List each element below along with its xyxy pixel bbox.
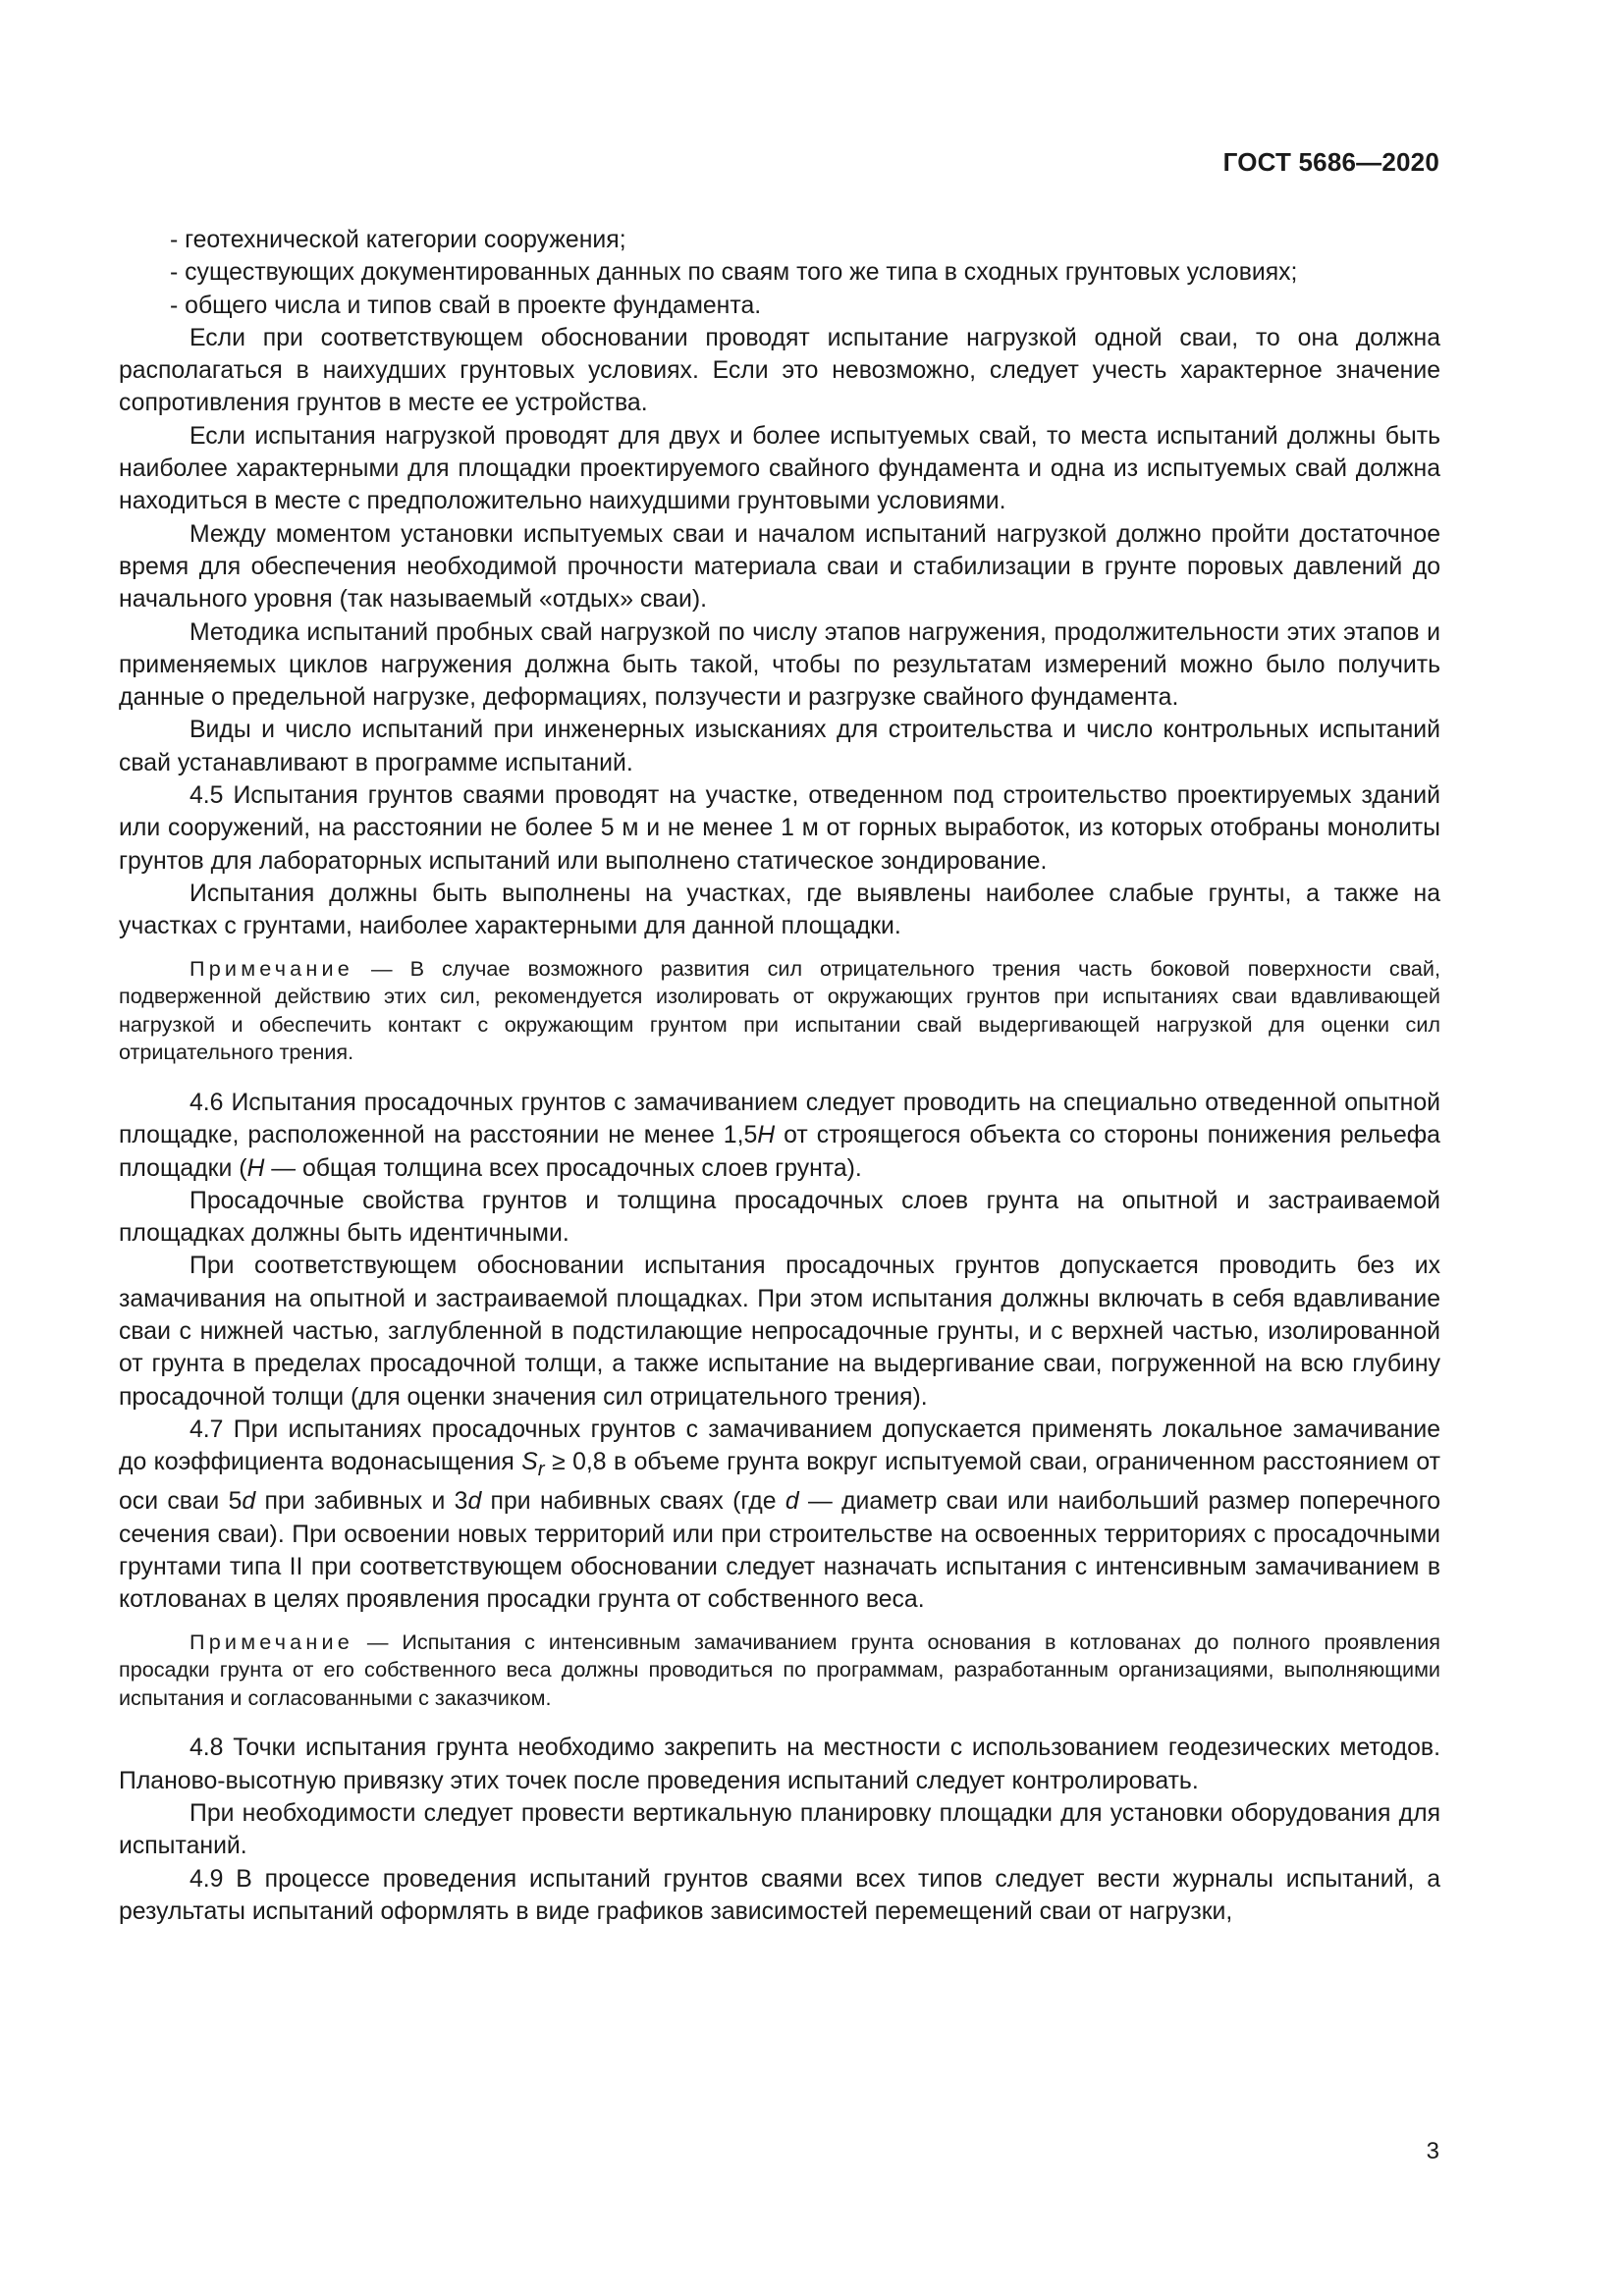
italic-symbol: H: [757, 1122, 776, 1149]
text-run: при набивных сваях (где: [481, 1488, 785, 1516]
paragraph-4-6: [119, 1087, 1440, 1185]
paragraph-4-5: 4.5 Испытания грунтов сваями проводят на участке, отведенном под строительство проектируемых зданий или сооружений, на расстоянии не более 5 м и не менее 1 м от горных выработок, из которых отобраны монолиты грунтов для лабораторных испытаний или выполнено статическое зондирование.: [119, 782, 1440, 875]
list-item: - существующих документированных данных по сваям того же типа в сходных грунтовых условиях;: [170, 259, 1298, 287]
text-run: 4.7 При испытаниях просадочных грунтов с замачиванием допускается применять локальное замачивание до коэффициента водонасыщения: [119, 1415, 1440, 1476]
paragraph: При соответствующем обосновании испытания просадочных грунтов допускается проводить без их замачивания на опытной и застраиваемой площадках. При этом испытания должны включать в себя вдавливание сваи с нижней частью, заглубленной в подстилающие непросадочные грунты, и с верхней частью, изолированной от грунта в пределах просадочной толщи, а также испытание на выдергивание сваи, погруженной на всю глубину просадочной толщи (для оценки значения сил отрицательного трения).: [119, 1253, 1440, 1411]
text-run: — общая толщина всех просадочных слоев грунта).: [264, 1154, 862, 1182]
paragraph: Просадочные свойства грунтов и толщина просадочных слоев грунта на опытной и застраиваемой площадках должны быть идентичными.: [119, 1187, 1440, 1248]
paragraph: Если испытания нагрузкой проводят для двух и более испытуемых свай, то места испытаний должны быть наиболее характерными для площадки проектируемого свайного фундамента и одна из испытуемых свай должна находиться в месте с предположительно наихудшими грунтовыми условиями.: [119, 422, 1440, 515]
italic-symbol: d: [467, 1488, 482, 1516]
italic-symbol: H: [246, 1154, 265, 1182]
paragraph: Методика испытаний пробных свай нагрузкой по числу этапов нагружения, продолжительности этих этапов и применяемых циклов нагружения должна быть такой, чтобы по результатам измерений можно было получить данные о предельной нагрузке, деформациях, ползучести и разгрузке свайного фундамента.: [119, 618, 1440, 712]
note-label: Примечание: [189, 1629, 353, 1654]
list-item: - общего числа и типов свай в проекте фундамента.: [170, 292, 762, 319]
paragraph-4-8: 4.8 Точки испытания грунта необходимо закрепить на местности с использованием геодезических методов. Планово-высотную привязку этих точек после проведения испытаний следует контролировать.: [119, 1735, 1440, 1794]
italic-symbol: d: [242, 1488, 256, 1516]
note-text: — В случае возможного развития сил отрицательного трения часть боковой поверхности свай, подверженной действию этих сил, рекомендуется изолировать от окружающих грунтов при испытаниях сваи вдавливающей нагрузкой и обеспечить контакт с окружающим грунтом при испытании свай выдергивающей нагрузкой для оценки сил отрицательного трения.: [119, 955, 1440, 1065]
document-code: ГОСТ 5686—2020: [1222, 147, 1439, 177]
paragraph-4-9: 4.9 В процессе проведения испытаний грунтов сваями всех типов следует вести журналы испытаний, а результаты испытаний оформлять в виде графиков зависимостей перемещений сваи от нагрузки,: [119, 1865, 1440, 1925]
text-run: 4.6 Испытания просадочных грунтов с замачиванием следует проводить на специально отведенной опытной площадке, расположенной на расстоянии не менее 1,5: [119, 1089, 1440, 1149]
document-body: [119, 224, 1440, 1928]
italic-symbol: d: [785, 1488, 799, 1516]
page-number: 3: [1426, 2138, 1439, 2164]
note-text: — Испытания с интенсивным замачиванием грунта основания в котлованах до полного проявления просадки грунта от его собственного веса должны проводиться по программам, разработанным организациями, выполняющими испытания и согласованными с заказчиком.: [119, 1629, 1440, 1710]
paragraph: Испытания должны быть выполнены на участках, где выявлены наиболее слабые грунты, а также на участках с грунтами, наиболее характерными для данной площадки.: [119, 880, 1440, 940]
paragraph-4-7: [119, 1414, 1440, 1617]
text-run: при забивных и 3: [255, 1488, 468, 1516]
paragraph: Виды и число испытаний при инженерных изысканиях для строительства и число контрольных испытаний свай устанавливают в программе испытаний.: [119, 717, 1440, 776]
italic-symbol: S: [521, 1449, 538, 1476]
text-run: — диаметр сваи или наибольший размер поперечного сечения сваи). При освоении новых территорий или при строительстве на освоенных территориях с просадочными грунтами типа II при соответствующем обосновании следует назначать испытания с интенсивным замачиванием в котлованах в целях проявления просадки грунта от собственного веса.: [119, 1488, 1440, 1614]
note-label: Примечание: [189, 955, 353, 981]
paragraph: Между моментом установки испытуемых сваи и началом испытаний нагрузкой должно пройти достаточное время для обеспечения необходимой прочности материала сваи и стабилизации в грунте поровых давлений до начального уровня (так называемый «отдых» сваи).: [119, 520, 1440, 614]
paragraph: При необходимости следует провести вертикальную планировку площадки для установки оборудования для испытаний.: [119, 1799, 1440, 1860]
paragraph: Если при соответствующем обосновании проводят испытание нагрузкой одной сваи, то она должна располагаться в наихудших грунтовых условиях. Если это невозможно, следует учесть характерное значение сопротивления грунтов в месте ее устройства.: [119, 324, 1440, 417]
text-run: ≥ 0,8 в объеме грунта вокруг испытуемой сваи, ограниченном расстоянием от оси сваи 5: [119, 1449, 1440, 1516]
italic-subscript: r: [537, 1458, 545, 1481]
list-item: - геотехнической категории сооружения;: [170, 227, 626, 253]
note-2: [119, 1629, 1440, 1713]
note-1: [119, 955, 1440, 1067]
text-run: от строящегося объекта со стороны понижения рельефа площадки (: [119, 1122, 1440, 1182]
